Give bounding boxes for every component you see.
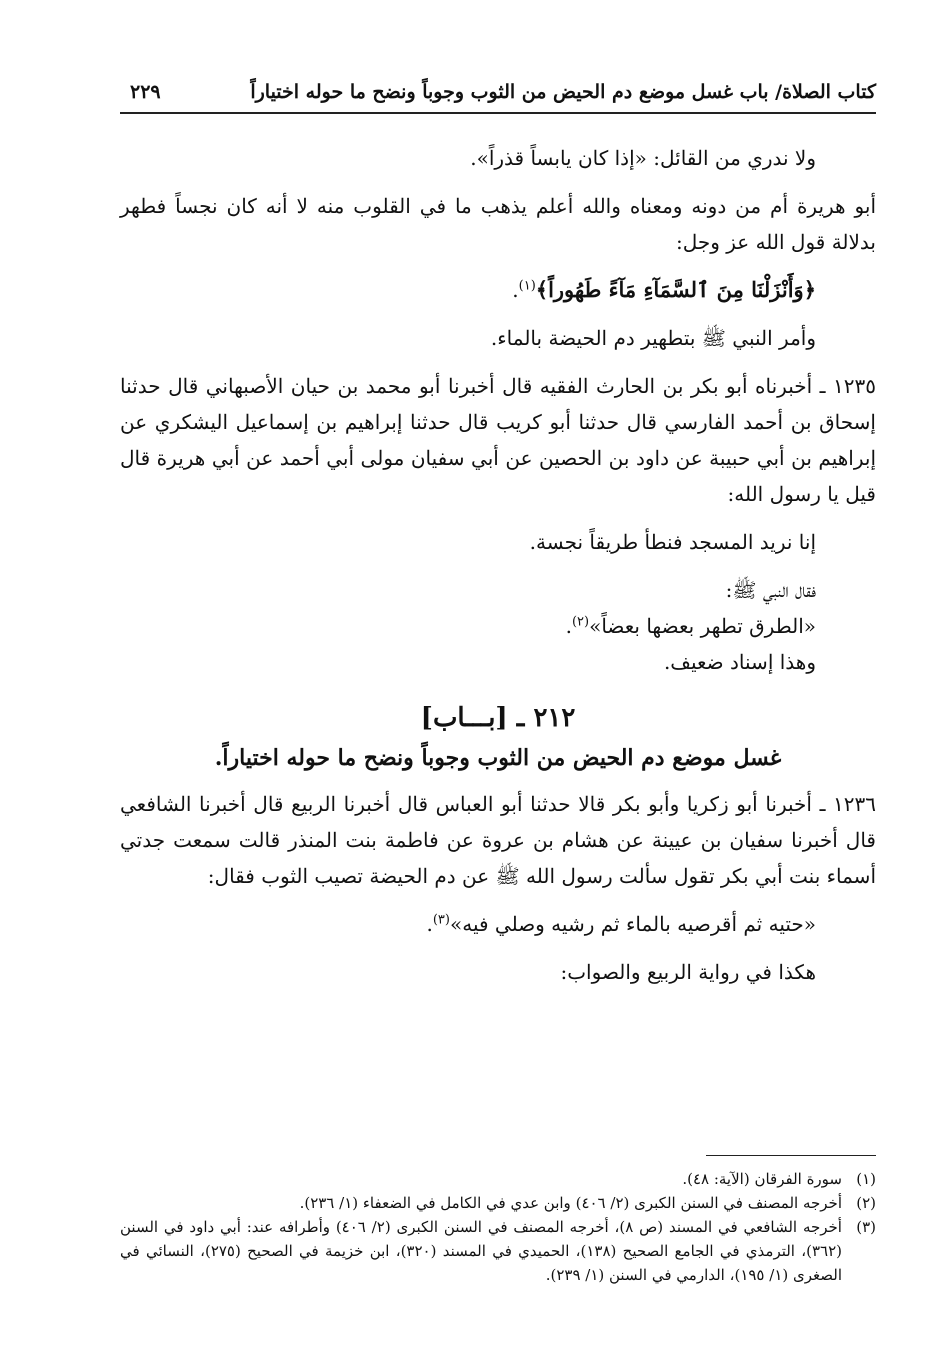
chapter-heading — [120, 698, 876, 778]
paragraph: هكذا في رواية الربيع والصواب: — [560, 960, 816, 984]
footnote-mark: (٢) — [856, 1194, 876, 1212]
quote-end: . — [426, 912, 433, 936]
header-title: كتاب الصلاة/ باب غسل موضع دم الحيض من الثوب وجوباً ونضح ما حوله اختياراً — [250, 81, 876, 103]
paragraph: أبو هريرة أم من دونه ومعناه والله أعلم يذهب ما في القلوب منه لا أنه كان نجساً فطهر بدلالة قول الله عز وجل: — [120, 194, 876, 254]
page-number: ٢٢٩ — [130, 81, 161, 103]
footnote — [120, 1191, 876, 1215]
hadith-paragraph: ١٢٣٦ ـ أخبرنا أبو زكريا وأبو بكر قالا حدثنا أبو العباس قال أخبرنا الربيع قال أخبرنا الشافعي قال أخبرنا سفيان بن عيينة عن هشام بن عروة عن فاطمة بنت المنذر قالت سمعت جدتي أسماء بنت أبي بكر تقول سألت رسول الله ﷺ عن دم الحيضة تصيب الثوب فقال: — [120, 792, 876, 888]
running-header — [120, 72, 876, 114]
chapter-number: ٢١٢ ـ [بـــاب] — [420, 703, 576, 733]
footnote-text: أخرجه المصنف في السنن الكبرى (٢/ ٤٠٦) وابن عدي في الكامل في الضعفاء (١/ ٢٣٦). — [299, 1194, 842, 1212]
footnotes — [120, 1167, 876, 1287]
quote-text: «حتيه ثم أقرصيه بالماء ثم رشيه وصلي فيه» — [449, 912, 816, 936]
footnote-mark: (٣) — [856, 1218, 876, 1236]
footnote-divider — [706, 1155, 876, 1156]
verse-text: ﴿وَأَنْزَلْنَا مِنَ ٱلسَّمَآءِ مَآءً طَهُوراً﴾ — [535, 277, 816, 302]
hadith-paragraph: ١٢٣٥ ـ أخبرناه أبو بكر بن الحارث الفقيه قال أخبرنا أبو محمد بن حيان الأصبهاني قال حدثنا إسحاق بن أحمد الفارسي قال حدثنا أبو كريب قال حدثنا إبراهيم بن إسماعيل اليشكري عن إبراهيم بن أبي حبيبة عن داود بن الحصين عن أبي سفيان مولى أبي أحمد عن أبي هريرة قال قيل يا رسول الله: — [120, 374, 876, 506]
paragraph: فقال النبي ﷺ: — [725, 578, 816, 602]
main-text — [120, 140, 876, 990]
hadith-quote — [120, 906, 876, 942]
footnote — [120, 1167, 876, 1191]
paragraph: وأمر النبي ﷺ بتطهير دم الحيضة بالماء. — [490, 326, 816, 350]
footnote-ref: (٢) — [571, 614, 590, 630]
footnote-text: سورة الفرقان (الآية: ٤٨). — [682, 1170, 842, 1188]
footnote — [120, 1215, 876, 1287]
paragraph: وهذا إسناد ضعيف. — [663, 650, 816, 674]
footnote-ref: (١) — [518, 278, 536, 294]
paragraph: ولا ندري من القائل: «إذا كان يابساً قذراً». — [470, 146, 816, 170]
footnote-ref: (٣) — [432, 912, 450, 928]
paragraph: إنا نريد المسجد فنطأ طريقاً نجسة. — [529, 530, 816, 554]
quran-verse — [120, 272, 876, 308]
verse-end: . — [512, 278, 519, 302]
footnote-mark: (١) — [856, 1170, 876, 1188]
quote-text: «الطرق تطهر بعضها بعضاً» — [589, 614, 816, 638]
footnote-text: أخرجه الشافعي في المسند (ص ٨)، أخرجه المصنف في السنن الكبرى (٢/ ٤٠٦) وأطرافه عند: أبي داود في السنن (٣٦٢)، الترمذي في الجامع الصحيح (١٣٨)، الحميدي في المسند (٣٢٠)، ابن خزيمة في الصحيح (٢٧٥)، النسائي في الصغرى (١/ ١٩٥)، الدارمي في السنن (١/ ٢٣٩). — [120, 1218, 842, 1284]
hadith-quote — [120, 608, 876, 644]
quote-end: . — [565, 614, 572, 638]
chapter-title: غسل موضع دم الحيض من الثوب وجوباً ونضح ما حوله اختياراً. — [214, 745, 782, 771]
book-page — [120, 62, 876, 1302]
